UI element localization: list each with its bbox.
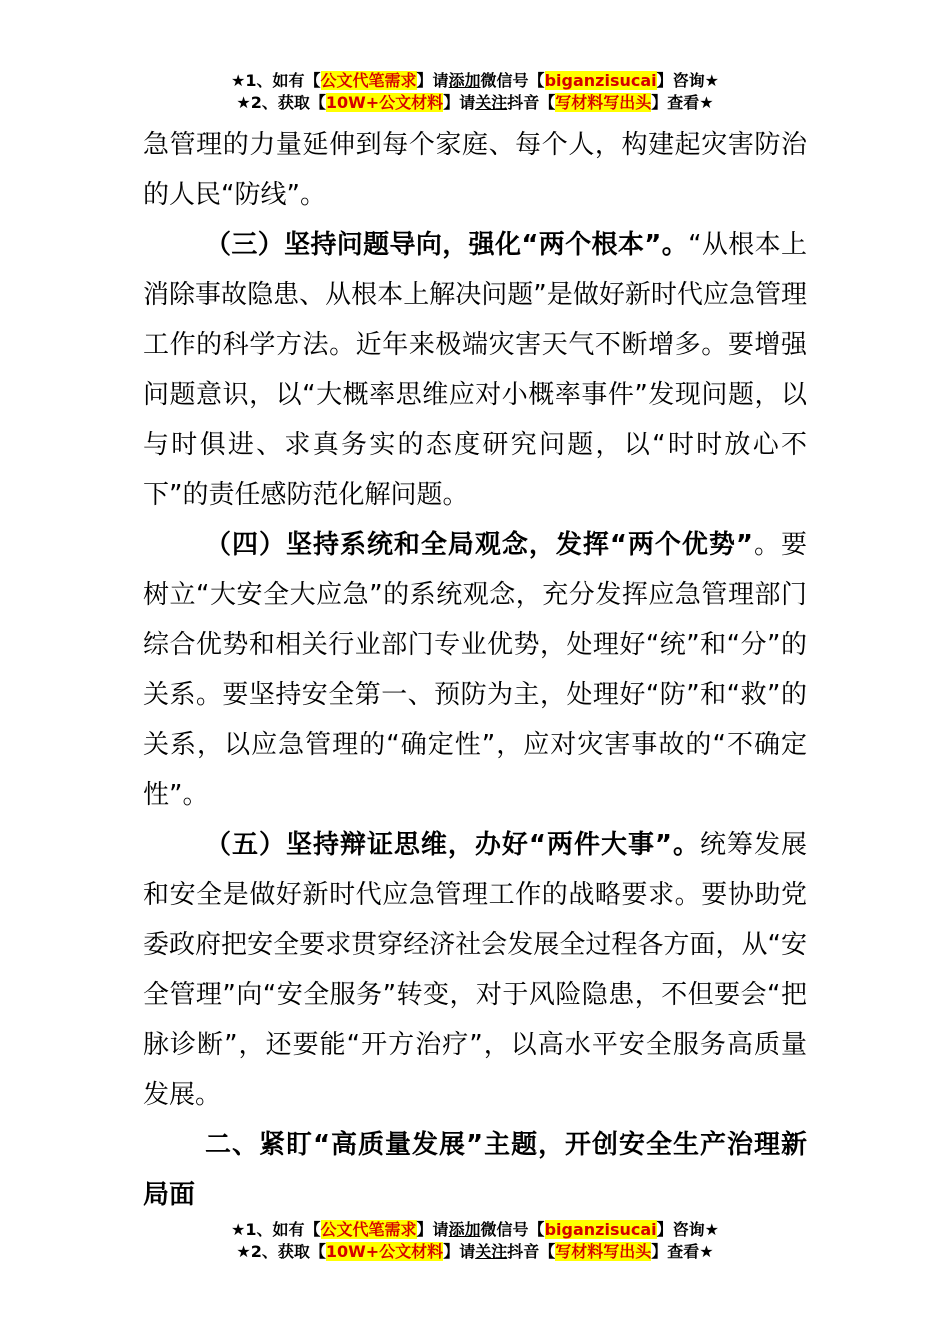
banner-text: 抖音【 — [507, 1242, 556, 1261]
banner-text: 】咨询★ — [656, 1220, 719, 1239]
section-heading: （三）坚持问题导向，强化“两个根本”。 — [205, 230, 689, 260]
banner-text: 】查看★ — [651, 93, 714, 112]
document-body — [143, 120, 807, 1220]
header-banner — [0, 70, 950, 114]
highlight-text: 公文代笔需求 — [320, 1220, 417, 1239]
paragraph-three — [143, 220, 807, 520]
paragraph-text: 统筹发展和安全是做好新时代应急管理工作的战略要求。要协助党委政府把安全要求贯穿经济社会发展全过程各方面，从“安全管理”向“安全服务”转变，对于风险隐患，不但要会“把脉诊断”，还要能“开方治疗”，以高水平安全服务高质量发展。 — [143, 830, 807, 1110]
banner-text: 】请 — [443, 1242, 476, 1261]
banner-text: ★1、如有【 — [231, 71, 321, 90]
banner-line-2 — [0, 1241, 950, 1263]
section-heading: （四）坚持系统和全局观念，发挥“两个优势” — [205, 530, 753, 560]
banner-text: ★1、如有【 — [231, 1220, 321, 1239]
banner-text: 】咨询★ — [656, 71, 719, 90]
underlined-text: 添加 — [448, 1220, 481, 1239]
section-heading: （五）坚持辩证思维，办好“两件大事”。 — [205, 830, 701, 860]
underlined-text: 关注 — [475, 93, 508, 112]
banner-text: 】查看★ — [651, 1242, 714, 1261]
banner-text: 微信号【 — [480, 71, 545, 90]
paragraph-text: “从根本上消除事故隐患、从根本上解决问题”是做好新时代应急管理工作的科学方法。近年来极端灾害天气不断增多。要增强问题意识，以“大概率思维应对小概率事件”发现问题，以与时俱进、求真务实的态度研究问题，以“时时放心不下”的责任感防范化解问题。 — [143, 230, 807, 510]
highlight-text: 10W+公文材料 — [325, 1242, 444, 1261]
highlight-text: 10W+公文材料 — [325, 93, 444, 112]
banner-text: ★2、获取【 — [236, 93, 326, 112]
highlight-text: 写材料写出头 — [555, 93, 652, 112]
banner-text: 微信号【 — [480, 1220, 545, 1239]
paragraph-four — [143, 520, 807, 820]
banner-text: ★2、获取【 — [236, 1242, 326, 1261]
banner-text: 】请 — [443, 93, 476, 112]
underlined-text: 添加 — [448, 71, 481, 90]
banner-line-1 — [0, 70, 950, 92]
banner-text: 】请 — [416, 1220, 449, 1239]
paragraph-continued: 急管理的力量延伸到每个家庭、每个人，构建起灾害防治的人民“防线”。 — [143, 130, 807, 210]
highlight-text: 写材料写出头 — [555, 1242, 652, 1261]
highlight-text: biganzisucai — [544, 1220, 657, 1239]
underlined-text: 关注 — [475, 1242, 508, 1261]
chapter-heading: 二、紧盯“高质量发展”主题，开创安全生产治理新局面 — [143, 1130, 807, 1210]
highlight-text: biganzisucai — [544, 71, 657, 90]
footer-banner — [0, 1219, 950, 1263]
banner-text: 】请 — [416, 71, 449, 90]
banner-line-1 — [0, 1219, 950, 1241]
banner-text: 抖音【 — [507, 93, 556, 112]
paragraph-five — [143, 820, 807, 1120]
banner-line-2 — [0, 92, 950, 114]
paragraph-text: 。要树立“大安全大应急”的系统观念，充分发挥应急管理部门综合优势和相关行业部门专业优势，处理好“统”和“分”的关系。要坚持安全第一、预防为主，处理好“防”和“救”的关系，以应急管理的“确定性”，应对灾害事故的“不确定性”。 — [143, 530, 807, 810]
highlight-text: 公文代笔需求 — [320, 71, 417, 90]
